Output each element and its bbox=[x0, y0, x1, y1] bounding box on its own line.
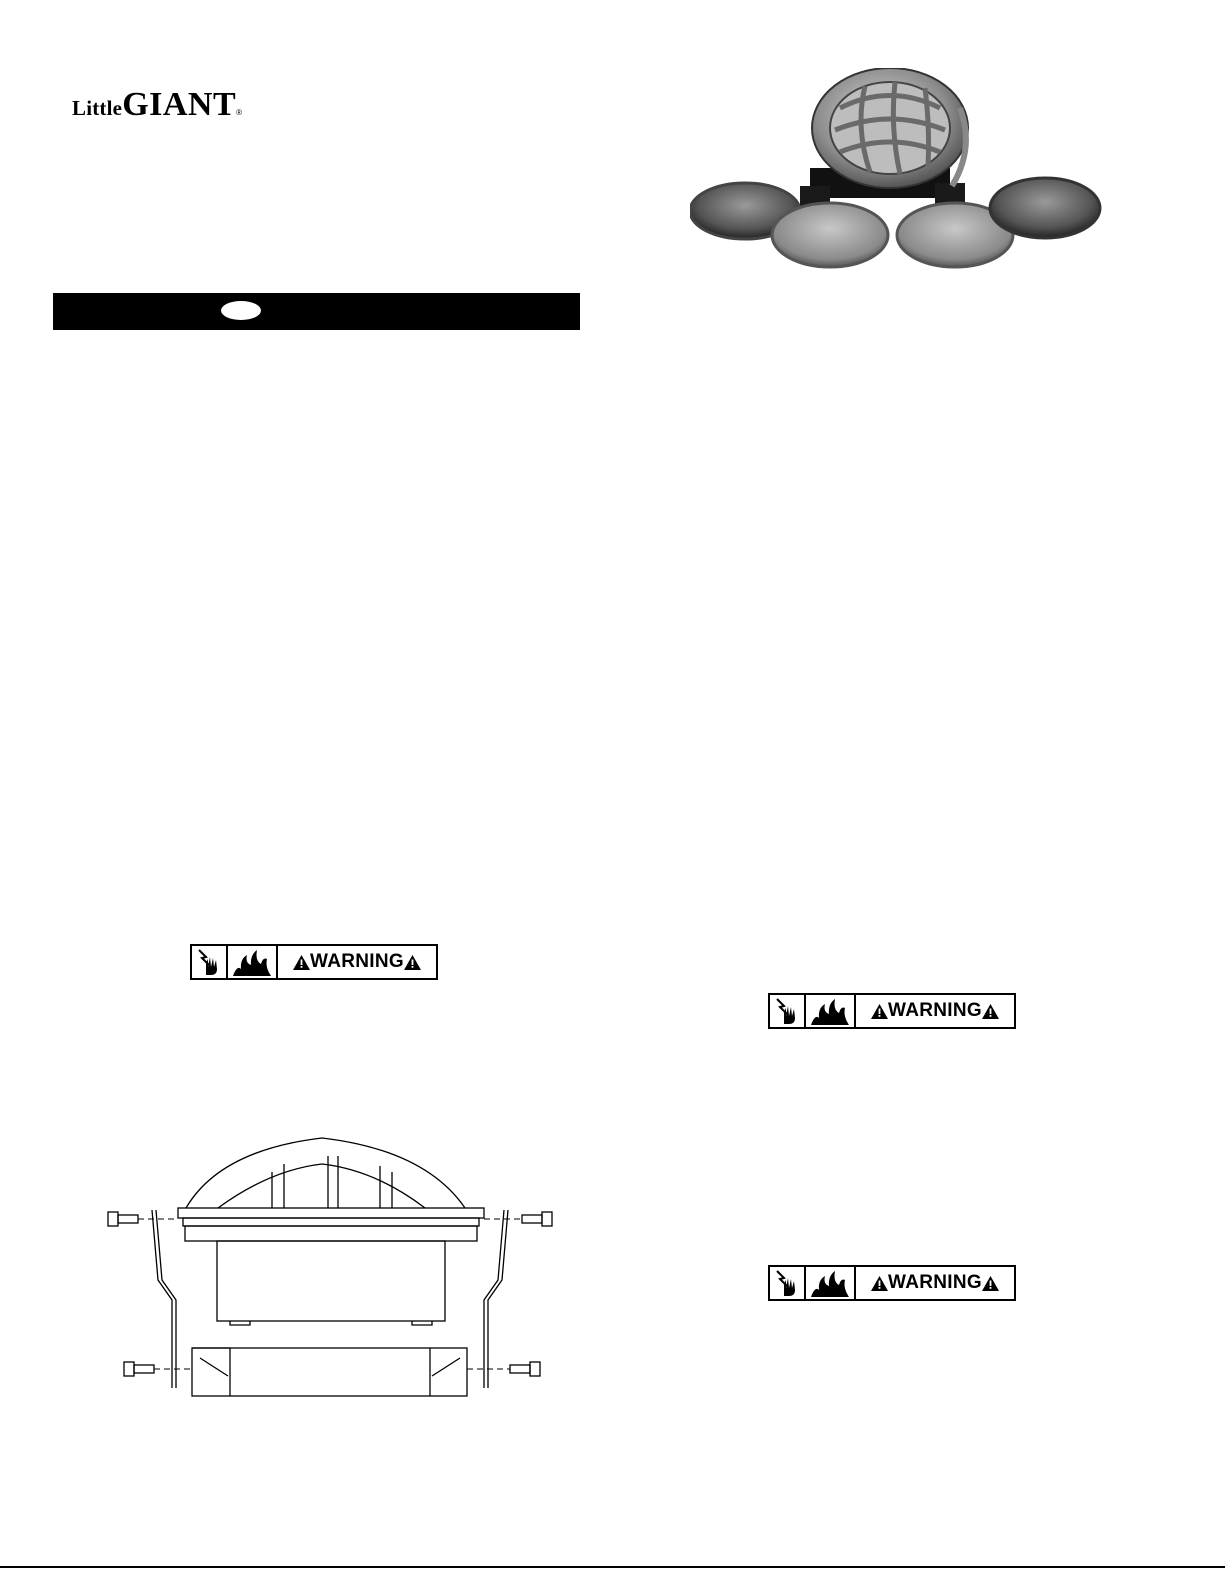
fire-hazard-icon bbox=[806, 995, 856, 1027]
warning-text bbox=[278, 946, 436, 978]
diagram-dome-inner bbox=[218, 1164, 425, 1208]
diagram-housing bbox=[217, 1241, 445, 1321]
fire-hazard-icon bbox=[228, 946, 278, 978]
warning-word: WARNING bbox=[310, 951, 404, 972]
caution-triangle-icon bbox=[404, 955, 421, 970]
warning-word: WARNING bbox=[888, 1000, 982, 1021]
logo-giant: GIANT bbox=[122, 86, 237, 123]
brand-logo bbox=[72, 86, 272, 122]
electric-shock-hand-icon bbox=[770, 995, 806, 1027]
warning-word: WARNING bbox=[888, 1272, 982, 1293]
fire-hazard-icon bbox=[806, 1267, 856, 1299]
caution-triangle-icon bbox=[871, 1004, 888, 1019]
footer-rule bbox=[0, 1566, 1225, 1568]
diagram-flange-bottom bbox=[185, 1226, 477, 1241]
mounting-diagram bbox=[100, 1130, 560, 1405]
caution-triangle-icon bbox=[293, 955, 310, 970]
logo-registered-mark: ® bbox=[236, 108, 243, 117]
diagram-dome bbox=[186, 1138, 465, 1208]
diagram-flange-top bbox=[178, 1208, 484, 1218]
warning-label bbox=[190, 944, 438, 980]
warning-label bbox=[768, 993, 1016, 1029]
section-header-bar bbox=[53, 293, 580, 330]
warning-label bbox=[768, 1265, 1016, 1301]
diagram-flange-mid bbox=[183, 1218, 479, 1226]
caution-triangle-icon bbox=[871, 1276, 888, 1291]
diagram-bracket-left bbox=[152, 1210, 172, 1388]
electric-shock-hand-icon bbox=[770, 1267, 806, 1299]
logo-little: Little bbox=[72, 96, 123, 120]
electric-shock-hand-icon bbox=[192, 946, 228, 978]
warning-text bbox=[856, 1267, 1014, 1299]
diagram-base-bar bbox=[192, 1348, 467, 1396]
language-badge bbox=[221, 301, 261, 320]
caution-triangle-icon bbox=[982, 1276, 999, 1291]
warning-text bbox=[856, 995, 1014, 1027]
product-photo bbox=[690, 68, 1102, 273]
caution-triangle-icon bbox=[982, 1004, 999, 1019]
diagram-bracket-right bbox=[488, 1210, 508, 1388]
